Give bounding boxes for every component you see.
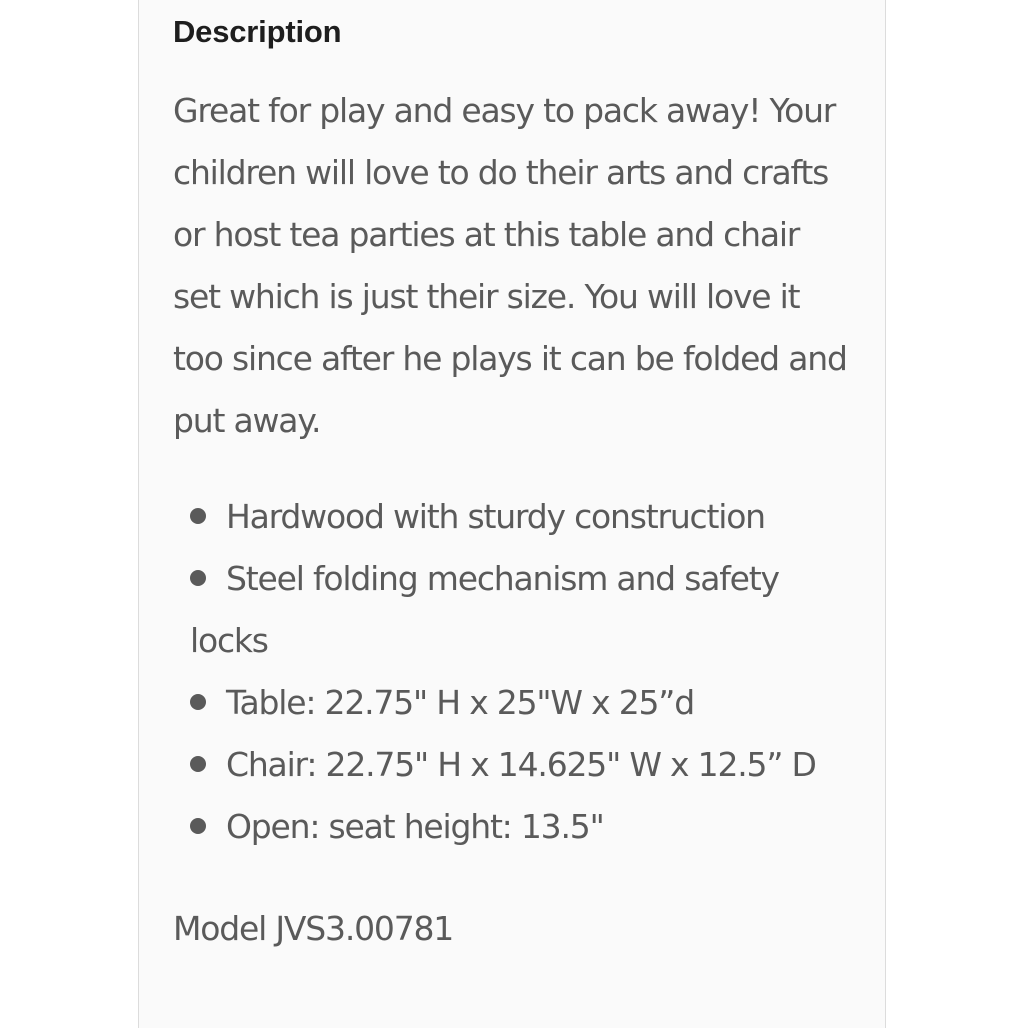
feature-item-seat-height (173, 796, 863, 858)
feature-item-hardwood (173, 486, 863, 548)
description-heading: Description (173, 14, 342, 49)
description-paragraph: Great for play and easy to pack away! Your children will love to do their arts and crafts or host tea parties at this table and chair set which is just their size. You will love it too since after he plays it can be folded and put away. (173, 91, 847, 440)
feature-list (173, 486, 863, 858)
description-card (138, 0, 886, 1028)
feature-text: Hardwood with sturdy construction (226, 497, 765, 536)
feature-item-folding-mechanism (173, 548, 863, 672)
feature-text: Table: 22.75" H x 25"W x 25”d (226, 683, 694, 722)
bullet-icon (190, 570, 206, 586)
bullet-icon (190, 818, 206, 834)
bullet-icon (190, 756, 206, 772)
feature-item-chair-dimensions (173, 734, 863, 796)
feature-text: Open: seat height: 13.5" (226, 807, 604, 846)
feature-text: Steel folding mechanism and safety locks (190, 559, 779, 660)
model-number: Model JVS3.00781 (173, 909, 454, 948)
bullet-icon (190, 508, 206, 524)
bullet-icon (190, 694, 206, 710)
feature-text: Chair: 22.75" H x 14.625" W x 12.5” D (226, 745, 816, 784)
feature-item-table-dimensions (173, 672, 863, 734)
